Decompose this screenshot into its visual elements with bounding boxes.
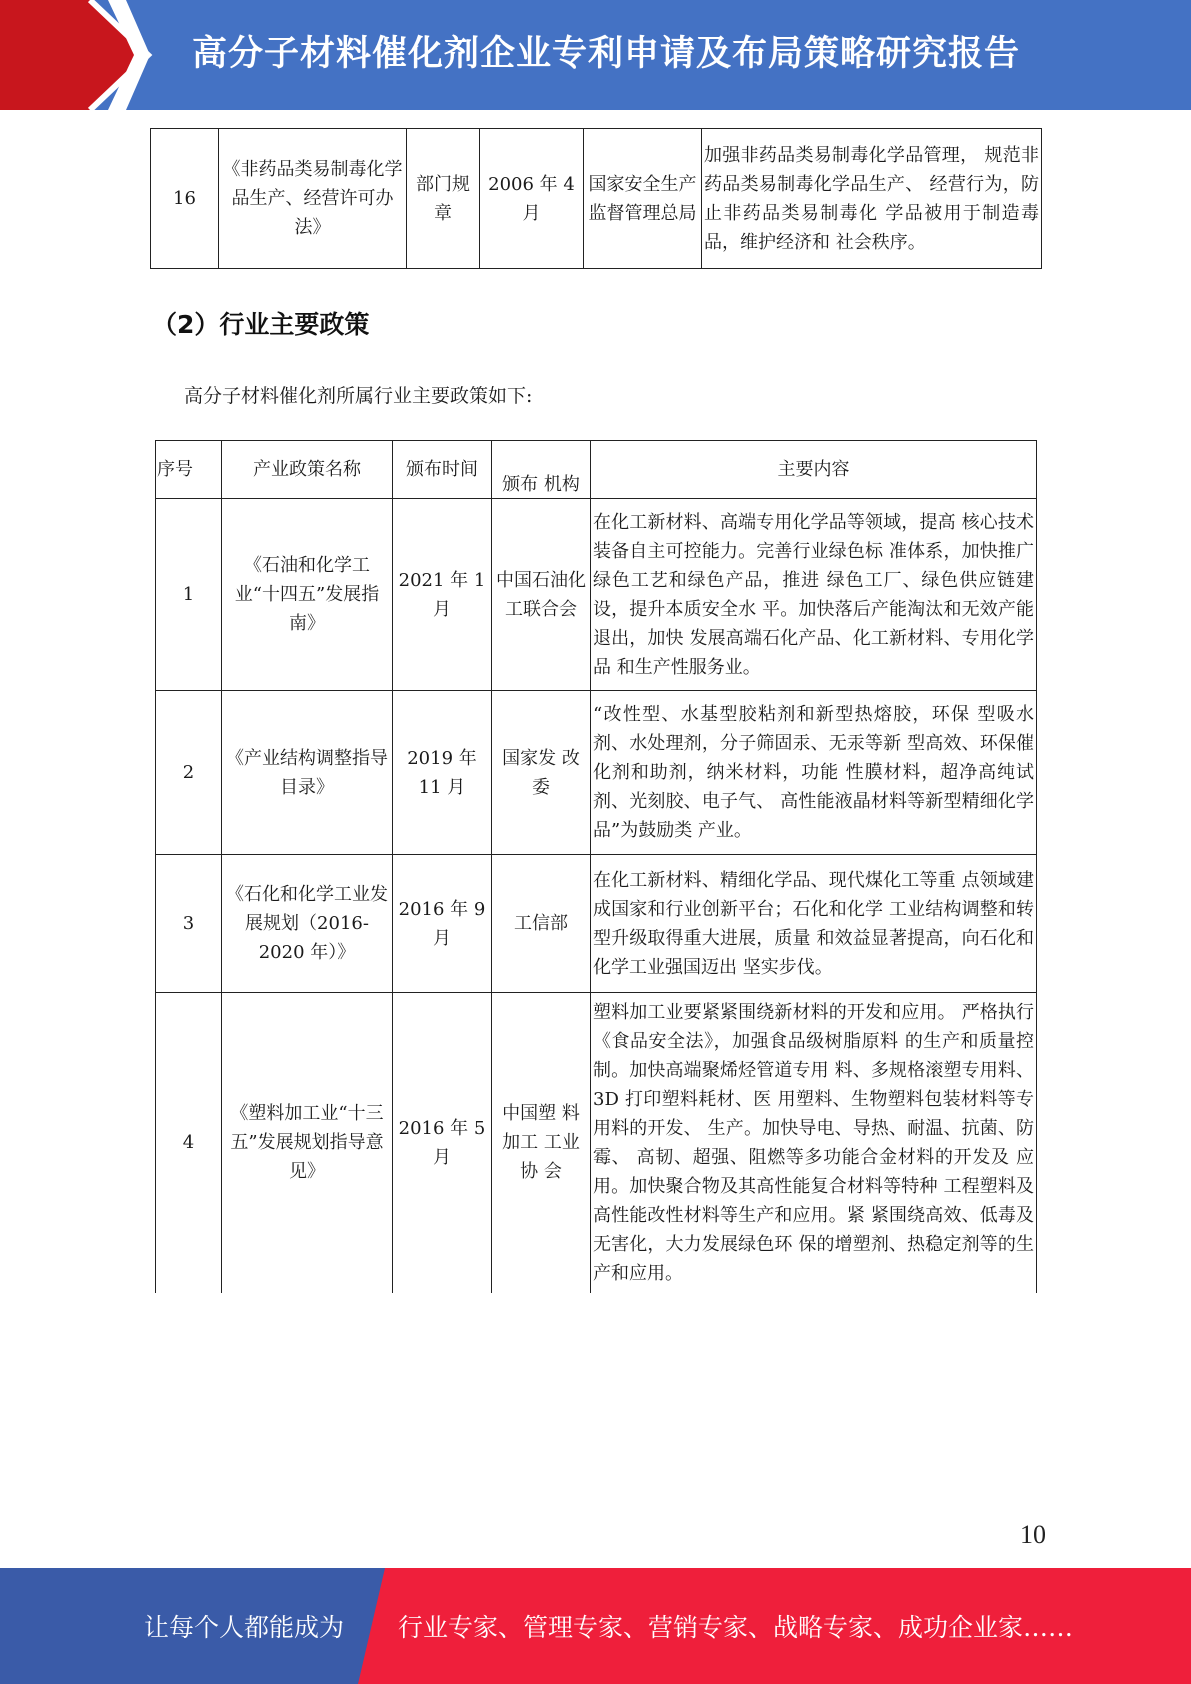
policy-name: 《石油和化学工业“十四五”发展指南》 (222, 499, 393, 691)
policy-date: 2016 年 9月 (393, 855, 492, 993)
policy-no: 2 (156, 691, 222, 855)
page-number: 10 (1020, 1520, 1046, 1549)
table-row (156, 499, 1037, 691)
header-name: 产业政策名称 (222, 441, 393, 499)
policy-table (155, 440, 1037, 1293)
header-content: 主要内容 (591, 441, 1037, 499)
section-heading: （2）行业主要政策 (152, 310, 370, 339)
row-number: 16 (151, 129, 219, 269)
regulation-date: 2006 年 4 月 (480, 129, 584, 269)
report-title: 高分子材料催化剂企业专利申请及布局策略研究报告 (192, 34, 1021, 74)
policy-date: 2016 年 5月 (393, 993, 492, 1293)
table-row (156, 691, 1037, 855)
policy-org: 中国石油化工联合会 (492, 499, 591, 691)
table-row (151, 129, 1042, 269)
regulation-content: 加强非药品类易制毒化学品管理， 规范非药品类易制毒化学品生产、 经营行为，防止非药品类易制毒化 学品被用于制造毒品，维护经济和 社会秩序。 (702, 129, 1042, 269)
header-date: 颁布时间 (393, 441, 492, 499)
policy-date: 2019 年 11 月 (393, 691, 492, 855)
table-header-row (156, 441, 1037, 499)
table-row (156, 855, 1037, 993)
policy-no: 4 (156, 993, 222, 1293)
policy-name: 《石化和化学工业发展规划（2016-2020 年）》 (222, 855, 393, 993)
table-row (156, 993, 1037, 1293)
header-no: 序号 (156, 441, 222, 499)
regulation-table-continued (150, 128, 1042, 269)
regulation-org: 国家安全生产监督管理总局 (584, 129, 702, 269)
policy-name: 《产业结构调整指导目录》 (222, 691, 393, 855)
policy-content: “改性型、水基型胶粘剂和新型热熔胶，环保 型吸水剂、水处理剂，分子筛固汞、无汞等新 型高效、环保催化剂和助剂，纳米材料，功能 性膜材料，超净高纯试剂、光刻胶、电子气、 高性能液晶材料等新型精细化学品”为鼓励类 产业。 (591, 691, 1037, 855)
page-header (0, 0, 1191, 110)
policy-org: 国家发 改委 (492, 691, 591, 855)
regulation-type: 部门规章 (407, 129, 480, 269)
policy-date: 2021 年 1月 (393, 499, 492, 691)
section-intro: 高分子材料催化剂所属行业主要政策如下: (184, 385, 533, 407)
policy-org: 中国塑 料加工 工业协 会 (492, 993, 591, 1293)
policy-content: 在化工新材料、精细化学品、现代煤化工等重 点领域建成国家和行业创新平台；石化和化学 工业结构调整和转型升级取得重大进展，质量 和效益显著提高，向石化和化学工业强国迈出 坚实步伐。 (591, 855, 1037, 993)
header-org: 颁布 机构 (492, 441, 591, 499)
policy-name: 《塑料加工业“十三五”发展规划指导意见》 (222, 993, 393, 1293)
policy-content: 在化工新材料、高端专用化学品等领域，提高 核心技术装备自主可控能力。完善行业绿色标 准体系，加快推广绿色工艺和绿色产品，推进 绿色工厂、绿色供应链建设，提升本质安全水 平。加快落后产能淘汰和无效产能退出，加快 发展高端石化产品、化工新材料、专用化学品 和生产性服务业。 (591, 499, 1037, 691)
regulation-name: 《非药品类易制毒化学品生产、经营许可办法》 (219, 129, 407, 269)
policy-no: 3 (156, 855, 222, 993)
policy-no: 1 (156, 499, 222, 691)
policy-org: 工信部 (492, 855, 591, 993)
footer-slogan-left: 让每个人都能成为 (144, 1613, 345, 1642)
page-footer (0, 1568, 1191, 1684)
policy-content: 塑料加工业要紧紧围绕新材料的开发和应用。 严格执行《食品安全法》，加强食品级树脂原料 的生产和质量控制。加快高端聚烯烃管道专用 料、多规格滚塑专用料、3D 打印塑料耗材、医 用塑料、生物塑料包装材料等专用料的开发、 生产。加快导电、导热、耐温、抗菌、防霉、 高韧、超强、阻燃等多功能合金材料的开发及 应用。加快聚合物及其高性能复合材料等特种 工程塑料及高性能改性材料等生产和应用。紧 紧围绕高效、低毒及无害化，大力发展绿色环 保的增塑剂、热稳定剂等的生产和应用。 (591, 993, 1037, 1293)
footer-slogan-right: 行业专家、管理专家、营销专家、战略专家、成功企业家…… (398, 1613, 1074, 1642)
